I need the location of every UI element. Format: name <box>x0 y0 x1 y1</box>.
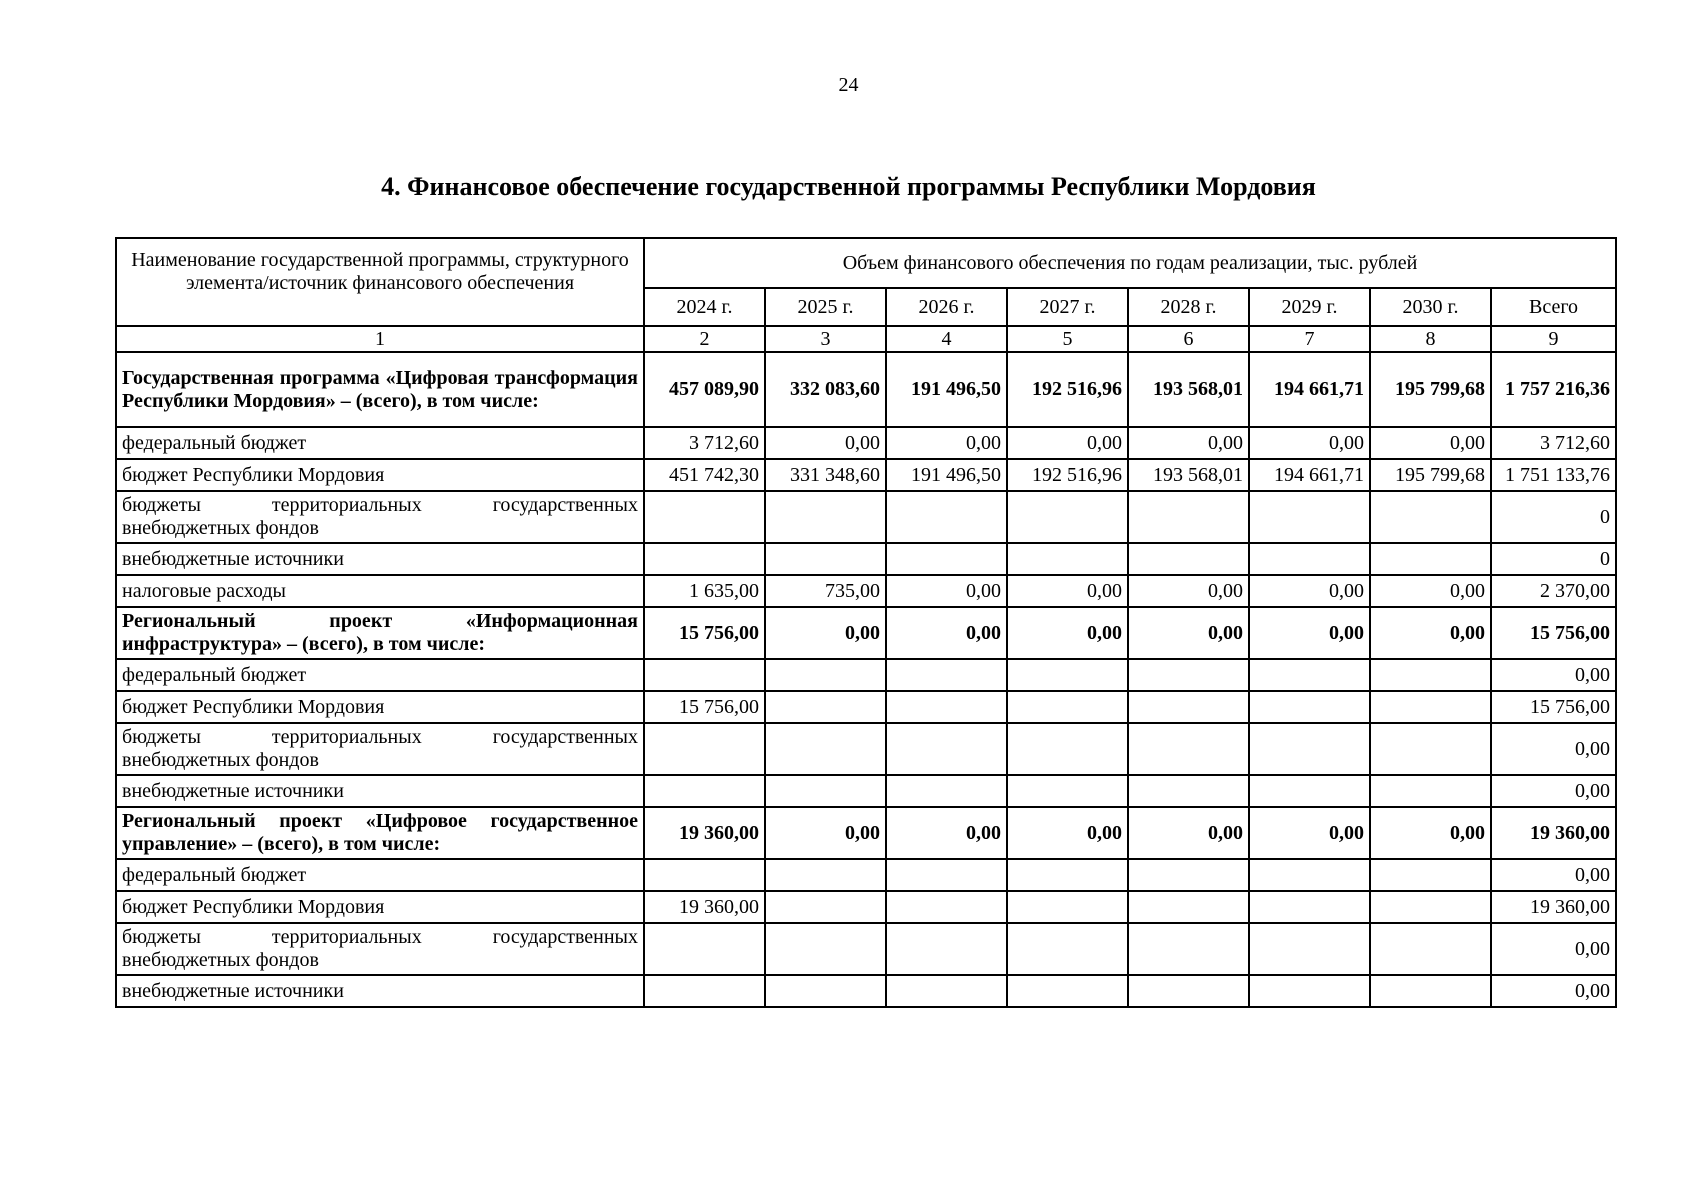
row-value-cell <box>1249 491 1370 543</box>
row-value-cell <box>644 659 765 691</box>
row-value-cell <box>765 723 886 775</box>
row-value-cell: 0,00 <box>765 807 886 859</box>
row-total-cell: 0,00 <box>1491 859 1616 891</box>
row-value-cell: 191 496,50 <box>886 352 1007 427</box>
row-value-cell: 0,00 <box>886 807 1007 859</box>
row-value-cell: 0,00 <box>1249 807 1370 859</box>
row-total-cell: 0,00 <box>1491 775 1616 807</box>
header-year-cell: 2027 г. <box>1007 288 1128 326</box>
row-value-cell <box>1370 691 1491 723</box>
row-total-cell: 1 751 133,76 <box>1491 459 1616 491</box>
table-body <box>116 238 1616 1007</box>
row-value-cell <box>765 659 886 691</box>
row-value-cell <box>644 491 765 543</box>
table-row <box>116 659 1616 691</box>
row-value-cell: 191 496,50 <box>886 459 1007 491</box>
row-total-cell: 0 <box>1491 491 1616 543</box>
row-value-cell <box>644 543 765 575</box>
row-value-cell: 0,00 <box>886 575 1007 607</box>
table-row <box>116 575 1616 607</box>
row-value-cell <box>1370 923 1491 975</box>
row-value-cell: 192 516,96 <box>1007 352 1128 427</box>
table-row <box>116 891 1616 923</box>
row-value-cell <box>886 691 1007 723</box>
header-group-cell: Объем финансового обеспечения по годам реализации, тыс. рублей <box>644 238 1616 288</box>
row-value-cell <box>644 723 765 775</box>
row-value-cell <box>1007 975 1128 1007</box>
row-value-cell <box>1370 891 1491 923</box>
row-value-cell <box>1128 923 1249 975</box>
page-number: 24 <box>838 74 859 96</box>
row-value-cell: 451 742,30 <box>644 459 765 491</box>
row-value-cell: 0,00 <box>1128 807 1249 859</box>
row-total-cell: 0 <box>1491 543 1616 575</box>
row-value-cell <box>1128 543 1249 575</box>
row-name-cell: Региональный проект «Цифровое государственное управление» – (всего), в том числе: <box>116 807 644 859</box>
row-name-cell: бюджеты территориальных государственных внебюджетных фондов <box>116 723 644 775</box>
row-value-cell <box>1370 543 1491 575</box>
table-row <box>116 975 1616 1007</box>
row-name-cell: Государственная программа «Цифровая трансформация Республики Мордовия» – (всего), в том числе: <box>116 352 644 427</box>
header-year-cell: 2026 г. <box>886 288 1007 326</box>
column-number-cell: 3 <box>765 326 886 352</box>
table-row <box>116 923 1616 975</box>
row-total-cell: 3 712,60 <box>1491 427 1616 459</box>
row-value-cell <box>1249 923 1370 975</box>
column-number-cell: 5 <box>1007 326 1128 352</box>
row-total-cell: 0,00 <box>1491 659 1616 691</box>
row-value-cell <box>1128 723 1249 775</box>
header-year-cell: 2024 г. <box>644 288 765 326</box>
row-value-cell: 194 661,71 <box>1249 459 1370 491</box>
row-value-cell: 195 799,68 <box>1370 352 1491 427</box>
row-value-cell: 0,00 <box>1007 607 1128 659</box>
row-value-cell: 15 756,00 <box>644 691 765 723</box>
row-value-cell <box>1007 491 1128 543</box>
row-name-cell: внебюджетные источники <box>116 543 644 575</box>
row-value-cell: 0,00 <box>886 427 1007 459</box>
row-value-cell <box>1007 659 1128 691</box>
table-row <box>116 459 1616 491</box>
row-value-cell: 0,00 <box>1370 575 1491 607</box>
row-value-cell: 19 360,00 <box>644 891 765 923</box>
row-value-cell <box>1370 491 1491 543</box>
row-value-cell <box>765 491 886 543</box>
row-name-cell: внебюджетные источники <box>116 975 644 1007</box>
row-value-cell <box>1007 691 1128 723</box>
row-value-cell: 0,00 <box>1249 427 1370 459</box>
row-value-cell <box>1007 859 1128 891</box>
row-value-cell <box>765 859 886 891</box>
row-value-cell: 332 083,60 <box>765 352 886 427</box>
row-value-cell: 193 568,01 <box>1128 352 1249 427</box>
row-total-cell: 15 756,00 <box>1491 607 1616 659</box>
row-value-cell: 194 661,71 <box>1249 352 1370 427</box>
row-value-cell: 735,00 <box>765 575 886 607</box>
row-value-cell: 195 799,68 <box>1370 459 1491 491</box>
row-value-cell: 0,00 <box>1249 575 1370 607</box>
table-row <box>116 607 1616 659</box>
row-value-cell <box>1370 723 1491 775</box>
row-value-cell <box>765 975 886 1007</box>
row-value-cell <box>886 775 1007 807</box>
row-value-cell <box>886 491 1007 543</box>
row-name-cell: налоговые расходы <box>116 575 644 607</box>
row-value-cell: 0,00 <box>1007 575 1128 607</box>
row-value-cell: 457 089,90 <box>644 352 765 427</box>
row-value-cell <box>1370 659 1491 691</box>
row-total-cell: 1 757 216,36 <box>1491 352 1616 427</box>
column-number-cell: 2 <box>644 326 765 352</box>
row-name-cell: федеральный бюджет <box>116 659 644 691</box>
row-value-cell <box>1128 975 1249 1007</box>
row-value-cell <box>644 775 765 807</box>
row-value-cell <box>1007 775 1128 807</box>
row-value-cell <box>1249 859 1370 891</box>
row-value-cell: 331 348,60 <box>765 459 886 491</box>
table-row <box>116 352 1616 427</box>
row-value-cell <box>1249 891 1370 923</box>
header-row <box>116 238 1616 288</box>
row-value-cell <box>1370 975 1491 1007</box>
row-value-cell <box>1128 491 1249 543</box>
row-value-cell <box>1249 723 1370 775</box>
column-number-cell: 9 <box>1491 326 1616 352</box>
table-row <box>116 723 1616 775</box>
row-value-cell <box>886 723 1007 775</box>
row-value-cell: 0,00 <box>765 427 886 459</box>
row-value-cell <box>1370 775 1491 807</box>
row-value-cell: 0,00 <box>1370 807 1491 859</box>
row-total-cell: 19 360,00 <box>1491 891 1616 923</box>
row-value-cell <box>1128 659 1249 691</box>
row-value-cell <box>765 891 886 923</box>
table-row <box>116 775 1616 807</box>
row-value-cell <box>765 923 886 975</box>
row-value-cell: 0,00 <box>765 607 886 659</box>
row-value-cell <box>1128 859 1249 891</box>
row-value-cell <box>1007 543 1128 575</box>
row-value-cell: 0,00 <box>1128 575 1249 607</box>
row-name-cell: бюджеты территориальных государственных внебюджетных фондов <box>116 923 644 975</box>
row-total-cell: 0,00 <box>1491 923 1616 975</box>
header-name-cell: Наименование государственной программы, структурного элемента/источник финансового обеспечения <box>116 238 644 326</box>
column-number-cell: 7 <box>1249 326 1370 352</box>
row-total-cell: 2 370,00 <box>1491 575 1616 607</box>
row-value-cell: 19 360,00 <box>644 807 765 859</box>
row-value-cell: 15 756,00 <box>644 607 765 659</box>
row-name-cell: внебюджетные источники <box>116 775 644 807</box>
row-value-cell: 0,00 <box>886 607 1007 659</box>
row-value-cell <box>1249 775 1370 807</box>
row-name-cell: федеральный бюджет <box>116 859 644 891</box>
document-title: 4. Финансовое обеспечение государственной программы Республики Мордовия <box>381 172 1316 201</box>
row-value-cell: 193 568,01 <box>1128 459 1249 491</box>
row-value-cell <box>886 543 1007 575</box>
row-value-cell: 0,00 <box>1007 807 1128 859</box>
row-value-cell <box>886 891 1007 923</box>
header-year-cell: 2029 г. <box>1249 288 1370 326</box>
row-name-cell: Региональный проект «Информационная инфраструктура» – (всего), в том числе: <box>116 607 644 659</box>
row-total-cell: 19 360,00 <box>1491 807 1616 859</box>
row-value-cell <box>886 923 1007 975</box>
row-value-cell: 0,00 <box>1128 427 1249 459</box>
row-value-cell <box>644 859 765 891</box>
row-value-cell: 192 516,96 <box>1007 459 1128 491</box>
row-value-cell: 3 712,60 <box>644 427 765 459</box>
row-total-cell: 0,00 <box>1491 975 1616 1007</box>
row-name-cell: бюджет Республики Мордовия <box>116 891 644 923</box>
table-row <box>116 491 1616 543</box>
row-value-cell <box>1249 659 1370 691</box>
header-year-cell: 2030 г. <box>1370 288 1491 326</box>
table-row <box>116 543 1616 575</box>
row-value-cell <box>765 691 886 723</box>
row-value-cell <box>886 975 1007 1007</box>
table-row <box>116 691 1616 723</box>
row-value-cell: 0,00 <box>1370 607 1491 659</box>
header-year-cell: 2025 г. <box>765 288 886 326</box>
row-name-cell: бюджет Республики Мордовия <box>116 691 644 723</box>
financing-table <box>115 237 1617 1008</box>
header-year-cell: 2028 г. <box>1128 288 1249 326</box>
row-value-cell <box>1007 891 1128 923</box>
row-name-cell: бюджеты территориальных государственных внебюджетных фондов <box>116 491 644 543</box>
row-value-cell <box>1128 775 1249 807</box>
row-value-cell <box>1007 923 1128 975</box>
row-value-cell <box>1249 543 1370 575</box>
row-value-cell <box>765 775 886 807</box>
table-row <box>116 807 1616 859</box>
row-value-cell <box>644 923 765 975</box>
row-value-cell <box>1370 859 1491 891</box>
row-value-cell: 0,00 <box>1249 607 1370 659</box>
column-number-cell: 6 <box>1128 326 1249 352</box>
column-number-row <box>116 326 1616 352</box>
row-value-cell <box>886 659 1007 691</box>
row-value-cell <box>1249 691 1370 723</box>
row-total-cell: 0,00 <box>1491 723 1616 775</box>
row-name-cell: федеральный бюджет <box>116 427 644 459</box>
row-value-cell: 0,00 <box>1007 427 1128 459</box>
row-total-cell: 15 756,00 <box>1491 691 1616 723</box>
row-value-cell: 0,00 <box>1370 427 1491 459</box>
column-number-cell: 1 <box>116 326 644 352</box>
row-value-cell <box>886 859 1007 891</box>
column-number-cell: 8 <box>1370 326 1491 352</box>
table-row <box>116 427 1616 459</box>
row-value-cell <box>1128 891 1249 923</box>
header-total-cell: Всего <box>1491 288 1616 326</box>
row-value-cell <box>1007 723 1128 775</box>
row-name-cell: бюджет Республики Мордовия <box>116 459 644 491</box>
row-value-cell <box>1249 975 1370 1007</box>
row-value-cell <box>765 543 886 575</box>
row-value-cell: 1 635,00 <box>644 575 765 607</box>
row-value-cell <box>644 975 765 1007</box>
column-number-cell: 4 <box>886 326 1007 352</box>
row-value-cell: 0,00 <box>1128 607 1249 659</box>
table-row <box>116 859 1616 891</box>
row-value-cell <box>1128 691 1249 723</box>
